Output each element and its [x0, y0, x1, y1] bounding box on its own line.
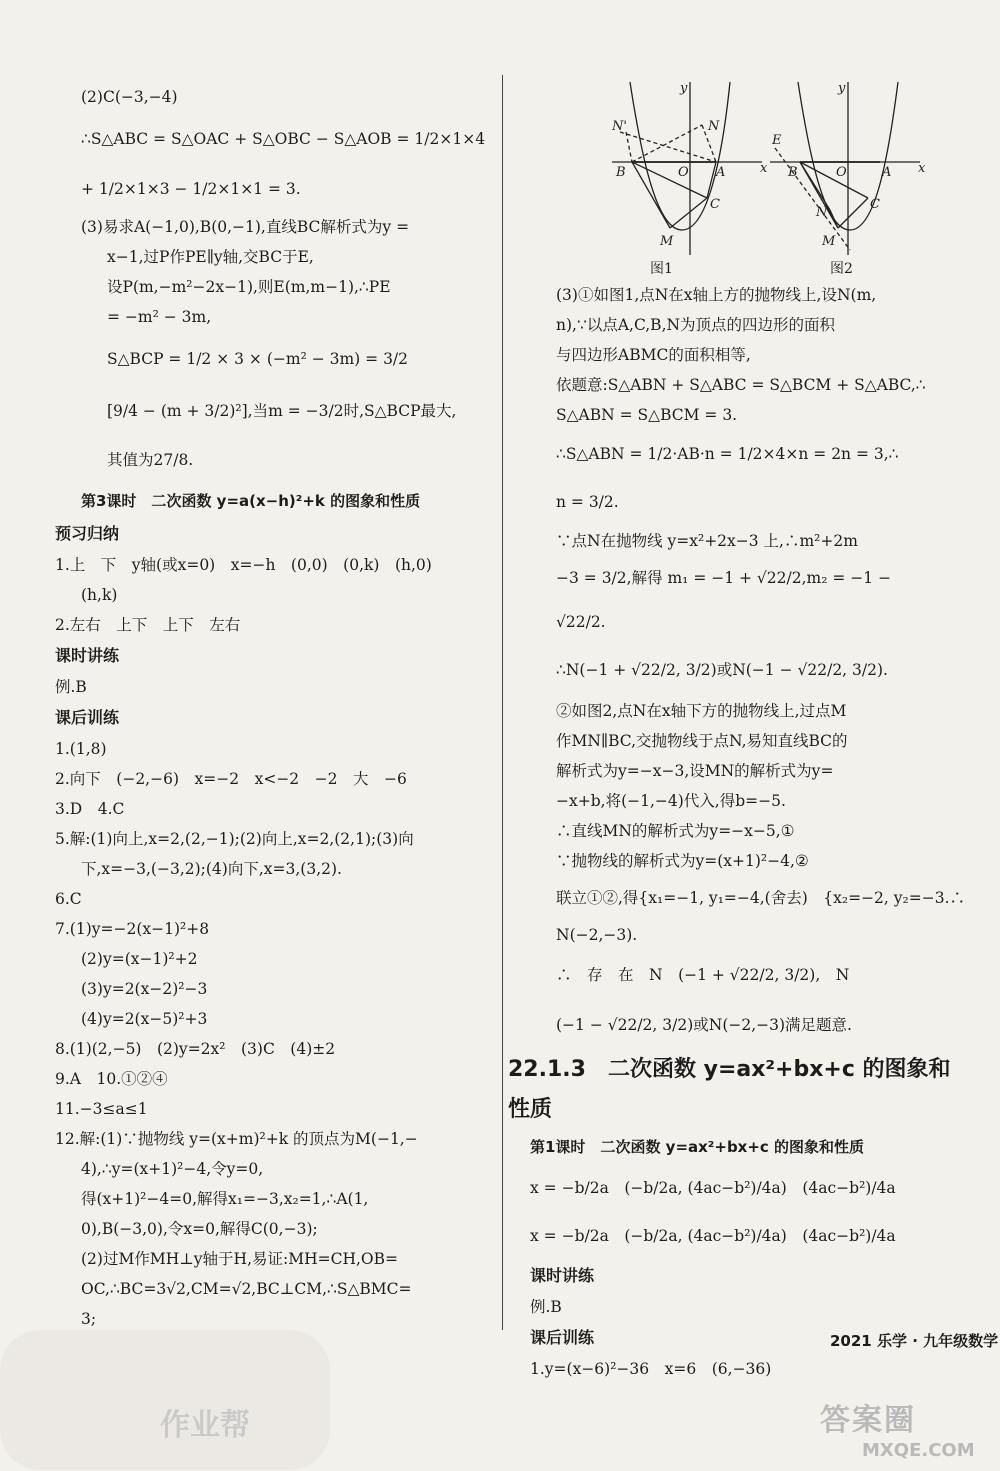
solution-line: (3)①如图1,点N在x轴上方的抛物线上,设N(m, [556, 286, 877, 304]
solution-line: n),∵以点A,C,B,N为顶点的四边形的面积 [556, 316, 836, 334]
lesson-title: 第3课时 二次函数 y=a(x−h)²+k 的图象和性质 [81, 492, 421, 510]
label-o: O [678, 165, 689, 180]
solution-line: (−1 − √22/2, 3/2)或N(−2,−3)满足题意. [556, 1016, 852, 1034]
preview-line: x = −b/2a (−b/2a, (4ac−b²)/4a) (4ac−b²)/4a [530, 1227, 896, 1245]
label-x: x [760, 161, 768, 176]
answer-line: S△BCP = 1/2 × 3 × (−m² − 3m) = 3/2 [107, 350, 409, 368]
figure-1-caption: 图1 [650, 261, 673, 277]
solution-line: n = 3/2. [556, 493, 619, 511]
preview-line: 1.上 下 y轴(或x=0) x=−h (0,0) (0,k) (h,0) [55, 556, 432, 574]
figure-2-graph [770, 80, 930, 260]
figure-group [530, 80, 970, 280]
solution-line: ∵抛物线的解析式为y=(x+1)²−4,② [556, 852, 809, 870]
exercise-line: (4)y=2(x−5)²+3 [81, 1010, 208, 1028]
label-m: M [822, 234, 836, 249]
section-heading-class: 课时讲练 [55, 646, 120, 665]
watermark-left: 作业帮 [160, 1408, 250, 1443]
exercise-line: 得(x+1)²−4=0,解得x₁=−3,x₂=1,∴A(1, [81, 1190, 369, 1208]
exercise-line: 12.解:(1)∵抛物线 y=(x+m)²+k 的顶点为M(−1,− [55, 1130, 418, 1148]
exercise-line: 11.−3≤a≤1 [55, 1100, 148, 1118]
section-heading-after: 课后训练 [55, 708, 120, 727]
label-b: B [616, 165, 626, 180]
solution-line: 联立①②,得{x₁=−1, y₁=−4,(舍去) {x₂=−2, y₂=−3.∴ [556, 889, 966, 907]
exercise-line: 5.解:(1)向上,x=2,(2,−1);(2)向上,x=2,(2,1);(3)向 [55, 830, 414, 848]
exercise-line: OC,∴BC=3√2,CM=√2,BC⊥CM,∴S△BMC= [81, 1280, 412, 1298]
solution-line: 解析式为y=−x−3,设MN的解析式为y= [556, 762, 834, 780]
section-heading-class: 课时讲练 [530, 1266, 595, 1285]
solution-line: 依题意:S△ABN + S△ABC = S△BCM + S△ABC,∴ [556, 376, 926, 394]
column-divider [502, 75, 503, 1330]
exercise-line: 3.D 4.C [55, 800, 125, 818]
label-y: y [680, 81, 688, 96]
solution-line: −x+b,将(−1,−4)代入,得b=−5. [556, 792, 786, 810]
exercise-line: 1.y=(x−6)²−36 x=6 (6,−36) [530, 1360, 772, 1378]
figure-2-caption: 图2 [830, 261, 853, 277]
exercise-line: (2)过M作MH⊥y轴于H,易证:MH=CH,OB= [81, 1250, 398, 1268]
solution-line: 作MN∥BC,交抛物线于点N,易知直线BC的 [556, 732, 848, 750]
exercise-line: (3)y=2(x−2)²−3 [81, 980, 208, 998]
answer-line: ∴S△ABC = S△OAC + S△OBC − S△AOB = 1/2×1×4 [81, 130, 486, 148]
exercise-line: 9.A 10.①②④ [55, 1070, 168, 1088]
label-x: x [918, 161, 926, 176]
exercise-line: 0),B(−3,0),令x=0,解得C(0,−3); [81, 1220, 318, 1238]
section-heading-after: 课后训练 [530, 1328, 595, 1347]
label-m: M [660, 234, 674, 249]
left-column [55, 82, 495, 1334]
section-heading-preview: 预习归纳 [55, 524, 120, 543]
answer-line: 设P(m,−m²−2x−1),则E(m,m−1),∴PE [107, 278, 391, 296]
solution-line: ∴直线MN的解析式为y=−x−5,① [556, 822, 795, 840]
label-n: N [816, 205, 828, 220]
solution-line: ∵点N在抛物线 y=x²+2x−3 上,∴m²+2m [556, 532, 858, 550]
section-title: 22.1.3 二次函数 y=ax²+bx+c 的图象和性质 [508, 1057, 951, 1122]
label-y: y [838, 81, 846, 96]
answer-line: = −m² − 3m, [107, 308, 212, 326]
preview-line: 2.左右 上下 上下 左右 [55, 616, 241, 634]
answer-line: [9/4 − (m + 3/2)²],当m = −3/2时,S△BCP最大, [107, 402, 457, 420]
answer-line: (2)C(−3,−4) [81, 88, 178, 106]
exercise-line: 4),∴y=(x+1)²−4,令y=0, [81, 1160, 264, 1178]
solution-line: 与四边形ABMC的面积相等, [556, 346, 751, 364]
lesson-title: 第1课时 二次函数 y=ax²+bx+c 的图象和性质 [530, 1138, 865, 1156]
label-n: N [708, 119, 720, 134]
label-a: A [882, 165, 892, 180]
solution-line: ∴S△ABN = 1/2·AB·n = 1/2×4×n = 2n = 3,∴ [556, 445, 899, 463]
solution-line: ∴N(−1 + √22/2, 3/2)或N(−1 − √22/2, 3/2). [556, 661, 888, 679]
right-column [508, 80, 970, 1384]
answer-line: x−1,过P作PE∥y轴,交BC于E, [107, 248, 314, 266]
label-c: C [870, 197, 880, 212]
solution-line: ②如图2,点N在x轴下方的抛物线上,过点M [556, 702, 847, 720]
watermark-logo: 答案圈 [820, 1403, 916, 1438]
page-footer: 2021 乐学 · 九年级数学 [830, 1332, 999, 1350]
label-c: C [710, 197, 720, 212]
exercise-line: 8.(1)(2,−5) (2)y=2x² (3)C (4)±2 [55, 1040, 336, 1058]
exercise-line: (2)y=(x−1)²+2 [81, 950, 198, 968]
solution-line: −3 = 3/2,解得 m₁ = −1 + √22/2,m₂ = −1 − [556, 569, 892, 587]
label-e: E [772, 133, 782, 148]
solution-line: N(−2,−3). [556, 926, 638, 944]
solution-line: S△ABN = S△BCM = 3. [556, 406, 738, 424]
exercise-line: 3; [81, 1310, 97, 1328]
class-example: 例.B [530, 1298, 562, 1316]
answer-line: + 1/2×1×3 − 1/2×1×1 = 3. [81, 180, 301, 198]
preview-line: (h,k) [81, 586, 118, 604]
exercise-line: 1.(1,8) [55, 740, 107, 758]
watermark-url: MXQE.COM [862, 1440, 975, 1461]
preview-line: x = −b/2a (−b/2a, (4ac−b²)/4a) (4ac−b²)/4a [530, 1179, 896, 1197]
exercise-line: 2.向下 (−2,−6) x=−2 x<−2 −2 大 −6 [55, 770, 407, 788]
class-example: 例.B [55, 678, 87, 696]
label-o: O [836, 165, 847, 180]
solution-line: √22/2. [556, 613, 606, 631]
exercise-line: 7.(1)y=−2(x−1)²+8 [55, 920, 210, 938]
label-n-prime: N' [612, 119, 627, 134]
answer-line: 其值为27/8. [107, 451, 194, 469]
label-b: B [788, 165, 798, 180]
label-a: A [716, 165, 726, 180]
answer-line: (3)易求A(−1,0),B(0,−1),直线BC解析式为y = [81, 218, 410, 236]
exercise-line: 6.C [55, 890, 82, 908]
exercise-line: 下,x=−3,(−3,2);(4)向下,x=3,(3,2). [81, 860, 342, 878]
solution-line: ∴ 存 在 N (−1 + √22/2, 3/2), N [556, 966, 850, 984]
figure-1-graph [612, 80, 772, 260]
